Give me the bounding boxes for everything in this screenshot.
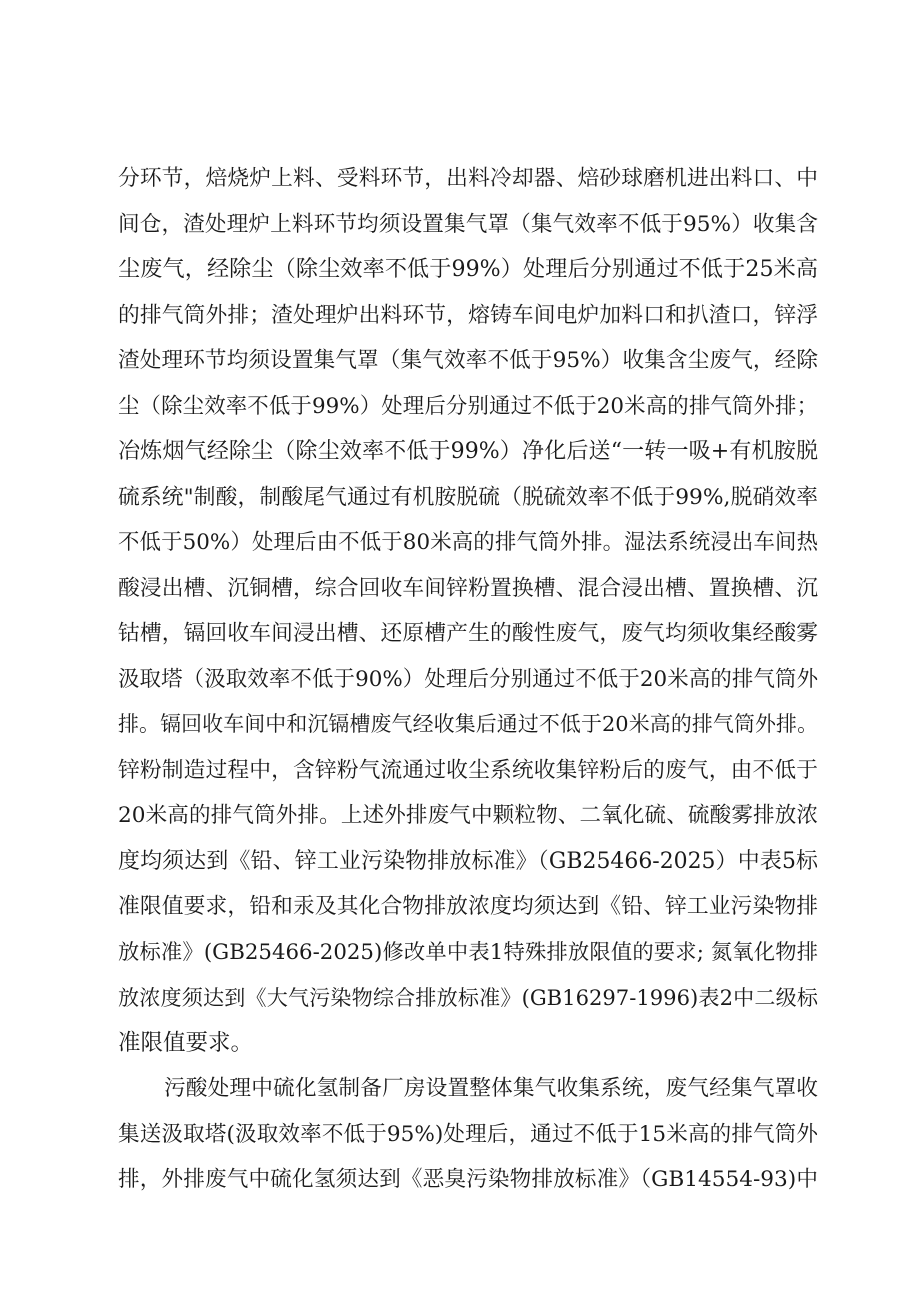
text-line: 分环节，焙烧炉上料、受料环节，出料冷却器、焙砂球磨机进出料口、中	[118, 166, 818, 191]
text-line: 冶炼烟气经除尘（除尘效率不低于99%）净化后送“一转一吸+有机胺脱	[118, 439, 818, 464]
document-body	[118, 156, 818, 1203]
text-line: 酸浸出槽、沉铜槽，综合回收车间锌粉置换槽、混合浸出槽、置换槽、沉	[118, 575, 818, 601]
text-line: 准限值要求。	[118, 1029, 254, 1056]
text-line: 污酸处理中硫化氢制备厂房设置整体集气收集系统，废气经集气罩收	[164, 1076, 818, 1101]
text-line: 钴槽，镉回收车间浸出槽、还原槽产生的酸性废气，废气均须收集经酸雾	[118, 621, 818, 646]
text-line: 硫系统"制酸，制酸尾气通过有机胺脱硫（脱硫效率不低于99%,脱硝效率	[118, 484, 818, 510]
text-line: 间仓，渣处理炉上料环节均须设置集气罩（集气效率不低于95%）收集含	[118, 211, 818, 237]
text-line: 锌粉制造过程中，含锌粉气流通过收尘系统收集锌粉后的废气，由不低于	[118, 757, 818, 783]
text-line: 尘（除尘效率不低于99%）处理后分别通过不低于20米高的排气筒外排；	[118, 393, 818, 419]
text-line: 排，外排废气中硫化氢须达到《恶臭污染物排放标准》（GB14554-93)中	[118, 1167, 818, 1192]
text-line: 放浓度须达到《大气污染物综合排放标准》(GB16297-1996)表2中二级标	[118, 985, 818, 1010]
text-line: 20米高的排气筒外排。上述外排废气中颗粒物、二氧化硫、硫酸雾排放浓	[118, 803, 818, 828]
text-line: 的排气筒外排；渣处理炉出料环节，熔铸车间电炉加料口和扒渣口，锌浮	[118, 302, 818, 328]
text-line: 集送汲取塔(汲取效率不低于95%)处理后，通过不低于15米高的排气筒外	[118, 1121, 818, 1147]
paragraph-2	[118, 1066, 818, 1203]
paragraph-1	[118, 156, 818, 1066]
text-line: 尘废气，经除尘（除尘效率不低于99%）处理后分别通过不低于25米高	[118, 256, 818, 282]
text-line: 度均须达到《铅、锌工业污染物排放标准》（GB25466-2025）中表5标	[118, 848, 818, 874]
text-line: 汲取塔（汲取效率不低于90%）处理后分别通过不低于20米高的排气筒外	[118, 666, 818, 692]
text-line: 放标准》(GB25466-2025)修改单中表1特殊排放限值的要求; 氮氧化物排	[118, 939, 818, 965]
text-line: 渣处理环节均须设置集气罩（集气效率不低于95%）收集含尘废气，经除	[118, 348, 818, 373]
text-line: 不低于50%）处理后由不低于80米高的排气筒外排。湿法系统浸出车间热	[118, 530, 818, 555]
text-line: 排。镉回收车间中和沉镉槽废气经收集后通过不低于20米高的排气筒外排。	[118, 712, 818, 736]
text-line: 准限值要求，铅和汞及其化合物排放浓度均须达到《铅、锌工业污染物排	[118, 894, 818, 919]
